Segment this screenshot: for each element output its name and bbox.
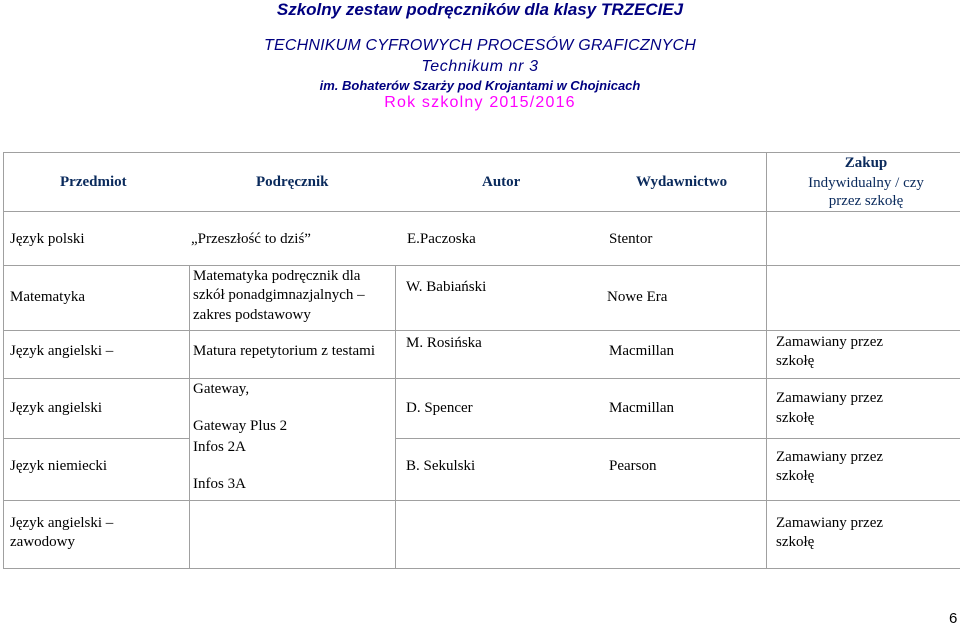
col-header-purchase-line3: przez szkołę [828,193,904,209]
table-rule-row4b [395,438,960,439]
page-number: 6 [949,610,958,627]
table-rule-row5 [3,500,960,501]
col-header-author: Autor [482,174,521,190]
math-publisher: Nowe Era [607,289,668,305]
english-publisher: Macmillan [609,400,674,416]
math-textbook-l3: zakres podstawowy [193,307,311,323]
col-header-purchase: Zakup [844,155,888,171]
col-header-subject: Przedmiot [60,174,127,190]
german-author: B. Sekulski [406,458,476,474]
english-vocational-purchase-l1: Zamawiany przez [776,515,884,531]
table-rule-row4 [3,438,189,439]
english-purchase-l1: Zamawiany przez [776,390,884,406]
table-border-bottom [3,568,960,569]
english-matura-publisher: Macmillan [609,343,674,359]
table-col1 [189,265,190,569]
english-matura-purchase-l1: Zamawiany przez [776,334,884,350]
english-matura-subject: Język angielski – [10,343,114,359]
table-col2 [395,265,396,569]
english-matura-author: M. Rosińska [406,335,482,351]
english-matura-purchase-l2: szkołę [776,353,815,369]
german-subject: Język niemiecki [10,458,108,474]
polish-author: E.Paczoska [407,231,476,247]
english-textbook-l2: Gateway Plus 2 [193,418,288,434]
school-year: Rok szkolny 2015/2016 [384,94,576,111]
english-vocational-subject-l2: zawodowy [10,534,75,550]
math-textbook-l1: Matematyka podręcznik dla [193,268,361,284]
math-author: W. Babiański [406,279,487,295]
english-vocational-purchase-l2: szkołę [776,534,815,550]
polish-publisher: Stentor [609,231,653,247]
german-purchase-l2: szkołę [776,468,815,484]
math-subject: Matematyka [10,289,85,305]
english-author: D. Spencer [406,400,473,416]
polish-textbook: „Przeszłość to dziś” [191,231,311,247]
col-header-purchase-line2: Indywidualny / czy [808,175,924,191]
english-textbook-l1: Gateway, [193,381,250,397]
german-publisher: Pearson [609,458,657,474]
english-purchase-l2: szkołę [776,410,815,426]
german-purchase-l1: Zamawiany przez [776,449,884,465]
table-border-left [3,152,4,569]
table-rule-row1 [3,265,960,266]
german-textbook-l2: Infos 3A [193,476,246,492]
german-textbook-l1: Infos 2A [193,439,246,455]
school-patron: im. Bohaterów Szarży pod Krojantami w Chojnicach [319,78,641,93]
english-vocational-subject-l1: Język angielski – [10,515,114,531]
table-col4 [766,152,767,569]
math-textbook-l2: szkół ponadgimnazjalnych – [193,287,365,303]
col-header-publisher: Wydawnictwo [636,174,728,190]
table-rule-row3 [3,378,960,379]
document-title: Szkolny zestaw podręczników dla klasy TRZECIEJ [276,0,684,19]
english-subject: Język angielski [10,400,103,416]
school-name: Technikum nr 3 [421,58,539,75]
table-rule-row2 [3,330,960,331]
col-header-textbook: Podręcznik [256,174,329,190]
polish-subject: Język polski [10,231,85,247]
english-matura-textbook: Matura repetytorium z testami [193,343,376,359]
school-type: TECHNIKUM CYFROWYCH PROCESÓW GRAFICZNYCH [264,37,696,54]
